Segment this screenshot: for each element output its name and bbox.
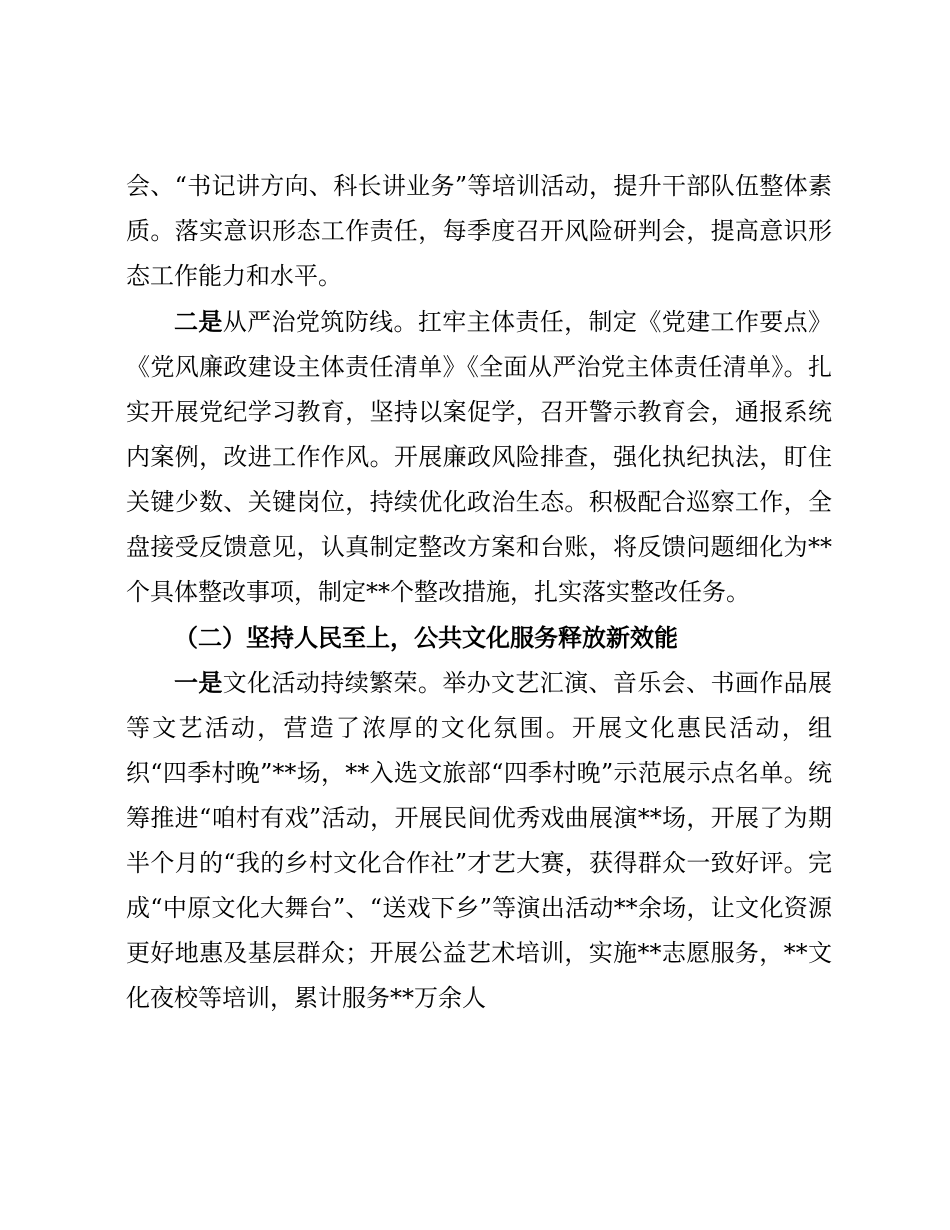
paragraph-text: 会、“书记讲方向、科长讲业务”等培训活动，提升干部队伍整体素质。落实意识形态工作责任，每季度召开风险研判会，提高意识形态工作能力和水平。 (126, 172, 832, 290)
paragraph-text: 从严治党筑防线。扛牢主体责任，制定《党建工作要点》《党风廉政建设主体责任清单》《全面从严治党主体责任清单》。扎实开展党纪学习教育，坚持以案促学，召开警示教育会，通报系统内案例，改进工作作风。开展廉政风险排查，强化执纪执法，盯住关键少数、关键岗位，持续优化政治生态。积极配合巡察工作，全盘接受反馈意见，认真制定整改方案和台账，将反馈问题细化为**个具体整改事项，制定**个整改措施，扎实落实整改任务。 (126, 308, 833, 606)
paragraph-continuation (126, 164, 832, 299)
paragraph-second-point (126, 299, 832, 615)
section-heading: （二）坚持人民至上，公共文化服务释放新效能 (174, 623, 678, 652)
paragraph-first-point (126, 660, 832, 1021)
paragraph-text: 文化活动持续繁荣。举办文艺汇演、音乐会、书画作品展等文艺活动，营造了浓厚的文化氛围。开展文化惠民活动，组织“四季村晚”**场，**入选文旅部“四季村晚”示范展示点名单。统筹推进“咱村有戏”活动，开展民间优秀戏曲展演**场，开展了为期半个月的“我的乡村文化合作社”才艺大赛，获得群众一致好评。完成“中原文化大舞台”、“送戏下乡”等演出活动**余场，让文化资源更好地惠及基层群众；开展公益艺术培训，实施**志愿服务，**文化夜校等培训，累计服务**万余人 (126, 669, 833, 1012)
document-page (126, 164, 832, 1021)
paragraph-lead: 二是 (174, 307, 223, 336)
paragraph-lead: 一是 (174, 668, 223, 697)
